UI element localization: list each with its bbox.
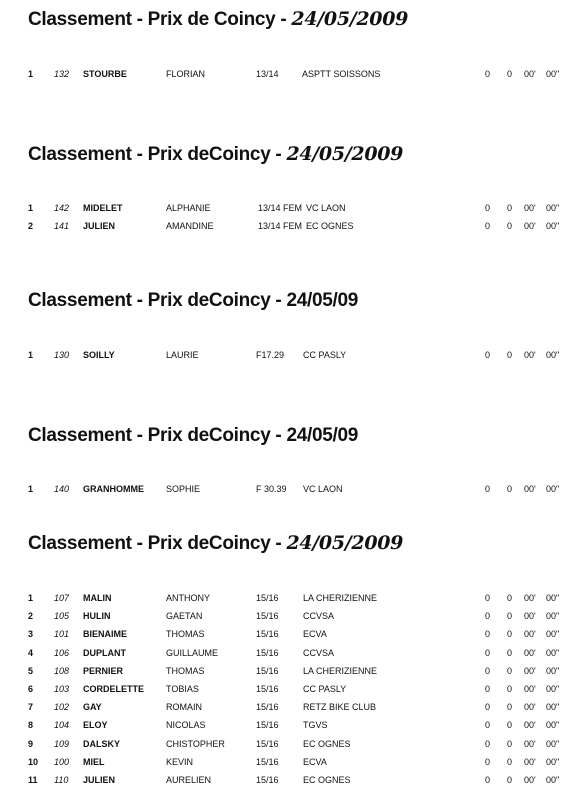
- bib-number: 110: [54, 775, 69, 785]
- time-m: 0: [507, 350, 513, 360]
- bib-number: 106: [54, 647, 70, 658]
- time-sec: 00": [546, 350, 560, 360]
- time-sec: 00": [546, 629, 560, 640]
- last-name: PERNIER: [83, 665, 124, 676]
- first-name: CHISTOPHER: [166, 738, 225, 749]
- club: ECVA: [303, 756, 327, 767]
- club: TGVS: [303, 720, 328, 731]
- time-min: 00': [524, 203, 536, 213]
- bib-number: 140: [54, 484, 70, 494]
- category: 15/16: [256, 647, 279, 658]
- time-h: 0: [485, 629, 491, 640]
- club: CCVSA: [303, 611, 335, 622]
- club: EC OGNES: [306, 221, 354, 231]
- rank: 10: [28, 756, 39, 767]
- category: F17.29: [256, 350, 285, 360]
- rank: 9: [28, 738, 34, 749]
- time-min: 00': [524, 756, 536, 767]
- time-h: 0: [485, 647, 491, 658]
- club: CCVSA: [303, 647, 335, 658]
- category: 15/16: [256, 720, 279, 731]
- result-row: [0, 702, 584, 720]
- result-row: [0, 684, 584, 702]
- time-min: 00': [524, 720, 536, 731]
- result-row: [0, 720, 584, 738]
- first-name: ANTHONY: [166, 593, 211, 603]
- category: 15/16: [256, 702, 279, 713]
- time-sec: 00": [546, 720, 560, 731]
- category: 15/16: [256, 756, 279, 767]
- time-min: 00': [524, 647, 536, 658]
- bib-number: 108: [54, 665, 70, 676]
- time-m: 0: [507, 684, 513, 694]
- time-m: 0: [507, 203, 513, 213]
- time-min: 00': [524, 593, 536, 603]
- time-sec: 00": [546, 69, 560, 79]
- time-h: 0: [485, 720, 491, 731]
- last-name: CORDELETTE: [83, 684, 145, 694]
- category: 15/16: [256, 611, 279, 622]
- result-row: [0, 757, 584, 775]
- time-h: 0: [485, 665, 491, 676]
- category: 15/16: [256, 593, 279, 603]
- first-name: AMANDINE: [166, 221, 214, 231]
- time-sec: 00": [546, 775, 560, 785]
- last-name: JULIEN: [83, 221, 116, 231]
- category: 13/14 FEM: [258, 203, 303, 213]
- club: ASPTT SOISSONS: [302, 69, 381, 79]
- rank: 5: [28, 665, 34, 676]
- result-row: [0, 69, 584, 87]
- time-h: 0: [485, 203, 491, 213]
- rank: 6: [28, 684, 34, 694]
- result-row: [0, 611, 584, 629]
- title-text: Classement - Prix deCoincy -: [28, 533, 287, 554]
- club: VC LAON: [303, 484, 343, 494]
- time-sec: 00": [546, 593, 560, 603]
- time-sec: 00": [546, 756, 560, 767]
- title-text: Classement - Prix deCoincy -: [28, 425, 287, 446]
- title-date: 24/05/2009: [291, 8, 409, 30]
- result-row: [0, 775, 584, 793]
- time-m: 0: [507, 629, 513, 640]
- first-name: SOPHIE: [166, 484, 201, 494]
- time-h: 0: [485, 593, 491, 603]
- results-title: [28, 143, 403, 166]
- bib-number: 101: [54, 629, 70, 640]
- bib-number: 104: [54, 720, 70, 731]
- bib-number: 103: [54, 684, 70, 694]
- rank: 1: [28, 69, 34, 79]
- time-min: 00': [524, 611, 536, 622]
- result-row: [0, 350, 584, 368]
- last-name: DALSKY: [83, 738, 121, 749]
- club: CC PASLY: [303, 684, 347, 694]
- category: 15/16: [256, 629, 279, 640]
- title-text: Classement - Prix deCoincy -: [28, 290, 287, 311]
- first-name: FLORIAN: [166, 69, 206, 79]
- rank: 1: [28, 484, 34, 494]
- rank: 8: [28, 720, 34, 731]
- last-name: MALIN: [83, 593, 112, 603]
- bib-number: 105: [54, 611, 70, 622]
- first-name: KEVIN: [166, 756, 194, 767]
- time-m: 0: [507, 69, 513, 79]
- category: 15/16: [256, 684, 279, 694]
- time-min: 00': [524, 775, 536, 785]
- last-name: GRANHOMME: [83, 484, 144, 494]
- rank: 1: [28, 593, 34, 603]
- bib-number: 141: [54, 221, 70, 231]
- first-name: GAETAN: [166, 611, 203, 622]
- results-title: [28, 532, 403, 555]
- rank: 2: [28, 611, 34, 622]
- time-h: 0: [485, 702, 491, 713]
- time-min: 00': [524, 484, 536, 494]
- title-date: 24/05/09: [286, 290, 359, 311]
- rank: 3: [28, 629, 34, 640]
- time-h: 0: [485, 756, 491, 767]
- time-m: 0: [507, 738, 513, 749]
- club: CC PASLY: [303, 350, 347, 360]
- rank: 1: [28, 203, 34, 213]
- time-h: 0: [485, 738, 491, 749]
- title-date: 24/05/09: [286, 425, 359, 446]
- first-name: AURELIEN: [166, 775, 212, 785]
- club: LA CHERIZIENNE: [303, 593, 378, 603]
- first-name: THOMAS: [166, 629, 205, 640]
- category: 13/14 FEM: [258, 221, 303, 231]
- results-title: [28, 290, 358, 312]
- time-m: 0: [507, 775, 513, 785]
- last-name: MIDELET: [83, 203, 123, 213]
- time-sec: 00": [546, 611, 560, 622]
- title-date: 24/05/2009: [286, 143, 404, 165]
- bib-number: 132: [54, 69, 70, 79]
- time-min: 00': [524, 665, 536, 676]
- last-name: JULIEN: [83, 775, 116, 785]
- time-h: 0: [485, 775, 491, 785]
- time-min: 00': [524, 738, 536, 749]
- result-row: [0, 648, 584, 666]
- time-h: 0: [485, 350, 491, 360]
- first-name: GUILLAUME: [166, 647, 219, 658]
- club: EC OGNES: [303, 775, 351, 785]
- last-name: MIEL: [83, 756, 105, 767]
- category: 15/16: [256, 738, 279, 749]
- rank: 2: [28, 221, 34, 231]
- time-h: 0: [485, 484, 491, 494]
- bib-number: 130: [54, 350, 70, 360]
- category: 15/16: [256, 775, 279, 785]
- last-name: HULIN: [83, 611, 111, 622]
- time-m: 0: [507, 221, 513, 231]
- results-title: [28, 8, 408, 31]
- result-row: [0, 666, 584, 684]
- bib-number: 109: [54, 738, 70, 749]
- title-text: Classement - Prix de Coincy -: [28, 9, 292, 30]
- time-m: 0: [507, 720, 513, 731]
- time-sec: 00": [546, 702, 560, 713]
- category: 15/16: [256, 665, 279, 676]
- title-text: Classement - Prix deCoincy -: [28, 144, 287, 165]
- rank: 4: [28, 647, 34, 658]
- result-row: [0, 203, 584, 221]
- bib-number: 100: [54, 756, 70, 767]
- first-name: TOBIAS: [166, 684, 199, 694]
- first-name: LAURIE: [166, 350, 199, 360]
- time-min: 00': [524, 221, 536, 231]
- time-h: 0: [485, 221, 491, 231]
- club: RETZ BIKE CLUB: [303, 702, 377, 713]
- last-name: SOILLY: [83, 350, 115, 360]
- rank: 7: [28, 702, 34, 713]
- time-m: 0: [507, 756, 513, 767]
- time-m: 0: [507, 647, 513, 658]
- category: F 30.39: [256, 484, 287, 494]
- first-name: NICOLAS: [166, 720, 206, 731]
- bib-number: 107: [54, 593, 70, 603]
- time-h: 0: [485, 69, 491, 79]
- time-h: 0: [485, 684, 491, 694]
- rank: 11: [28, 775, 38, 785]
- time-sec: 00": [546, 221, 560, 231]
- time-sec: 00": [546, 484, 560, 494]
- time-m: 0: [507, 611, 513, 622]
- last-name: STOURBE: [83, 69, 127, 79]
- result-row: [0, 484, 584, 502]
- time-min: 00': [524, 350, 536, 360]
- result-row: [0, 593, 584, 611]
- last-name: ELOY: [83, 720, 108, 731]
- category: 13/14: [256, 69, 279, 79]
- time-sec: 00": [546, 738, 560, 749]
- rank: 1: [28, 350, 34, 360]
- time-sec: 00": [546, 684, 560, 694]
- time-min: 00': [524, 684, 536, 694]
- time-min: 00': [524, 69, 536, 79]
- last-name: GAY: [83, 702, 102, 713]
- title-date: 24/05/2009: [286, 532, 404, 554]
- time-min: 00': [524, 629, 536, 640]
- results-title: [28, 425, 358, 447]
- bib-number: 102: [54, 702, 70, 713]
- time-sec: 00": [546, 203, 560, 213]
- time-min: 00': [524, 702, 536, 713]
- time-m: 0: [507, 593, 513, 603]
- club: EC OGNES: [303, 738, 351, 749]
- club: ECVA: [303, 629, 327, 640]
- result-row: [0, 221, 584, 239]
- result-row: [0, 629, 584, 647]
- result-row: [0, 739, 584, 757]
- time-m: 0: [507, 484, 513, 494]
- time-h: 0: [485, 611, 491, 622]
- first-name: THOMAS: [166, 665, 205, 676]
- time-sec: 00": [546, 647, 560, 658]
- club: VC LAON: [306, 203, 346, 213]
- time-m: 0: [507, 665, 513, 676]
- time-m: 0: [507, 702, 513, 713]
- last-name: DUPLANT: [83, 647, 126, 658]
- club: LA CHERIZIENNE: [303, 665, 378, 676]
- time-sec: 00": [546, 665, 560, 676]
- bib-number: 142: [54, 203, 70, 213]
- first-name: ROMAIN: [166, 702, 202, 713]
- first-name: ALPHANIE: [166, 203, 211, 213]
- last-name: BIENAIME: [83, 629, 128, 640]
